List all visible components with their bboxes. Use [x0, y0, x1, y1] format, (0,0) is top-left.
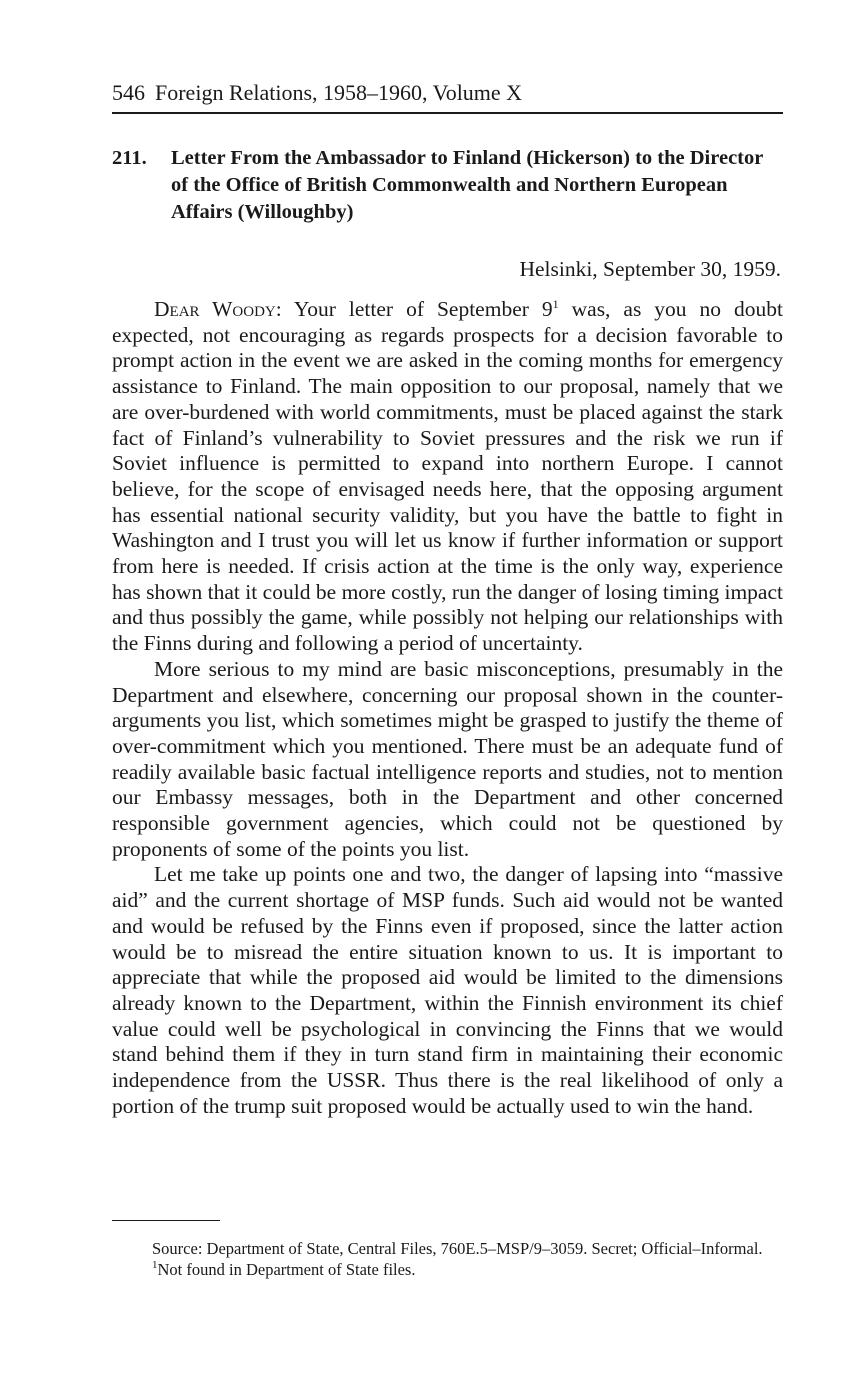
page-number: 546 [112, 80, 145, 105]
footnote-1 [112, 1259, 783, 1280]
footnote-reference-1: 1 [552, 297, 559, 311]
source-note: Source: Department of State, Central Files, 760E.5–MSP/9–3059. Secret; Official–Informal. [152, 1239, 763, 1258]
paragraph-1-text-a: Your letter of September 9 [281, 297, 553, 321]
letter-body [112, 297, 783, 1120]
salutation: Dear Woody: [154, 297, 282, 321]
paragraph-1-text-b: was, as you no doubt expected, not encouraging as regards prospects for a decision favorable to prompt action in the event we are asked in the coming months for emergency assistance to Finland. The main opposition to our proposal, namely that we are over-burdened with world commitments, must be placed against the stark fact of Finland’s vulnerability to Soviet pressures and the risk we run if Soviet influence is permitted to expand into northern Europe. I cannot believe, for the scope of envisaged needs here, that the opposing argument has essential national security validity, but you have the battle to fight in Washington and I trust you will let us know if further information or support from here is needed. If crisis action at the time is the only way, experience has shown that it could be more costly, run the danger of losing timing impact and thus possibly the game, while possibly not helping our relationships with the Finns during and following a period of uncertainty. [112, 297, 783, 656]
document-heading [112, 145, 783, 226]
letter-paragraph-3: Let me take up points one and two, the danger of lapsing into “massive aid” and the current shortage of MSP funds. Such aid would not be wanted and would be refused by the Finns even if proposed, since the latter action would be to misread the entire situation known to us. It is important to appreciate that while the proposed aid would be limited to the dimensions already known to the Department, within the Finnish environment its chief value could well be psychological in convincing the Finns that we would stand behind them if they in turn stand firm in maintaining their economic independence from the USSR. Thus there is the real likelihood of only a portion of the trump suit proposed would be actually used to win the hand. [112, 862, 783, 1118]
letter-paragraph-1 [112, 297, 783, 657]
footnote-1-text: Not found in Department of State files. [157, 1260, 416, 1279]
footnote-divider [112, 1220, 220, 1221]
running-head [112, 78, 783, 114]
footnote-1-marker: 1 [152, 1259, 158, 1271]
document-number: 211. [112, 147, 147, 169]
document-title: Letter From the Ambassador to Finland (Hickerson) to the Director of the Office of British Commonwealth and Northern European Affairs (Willoughby) [171, 147, 763, 223]
publication-title: Foreign Relations, 1958–1960, Volume X [155, 80, 523, 105]
dateline: Helsinki, September 30, 1959. [519, 257, 781, 281]
footnotes [112, 1238, 783, 1280]
letter-paragraph-2: More serious to my mind are basic misconceptions, presumably in the Department and elsewhere, concerning our proposal shown in the counter-arguments you list, which sometimes might be grasped to justify the theme of over-commitment which you mentioned. There must be an adequate fund of readily available basic factual intelligence reports and studies, not to mention our Embassy messages, both in the Department and other concerned responsible government agencies, which could not be questioned by proponents of some of the points you list. [112, 656, 783, 861]
